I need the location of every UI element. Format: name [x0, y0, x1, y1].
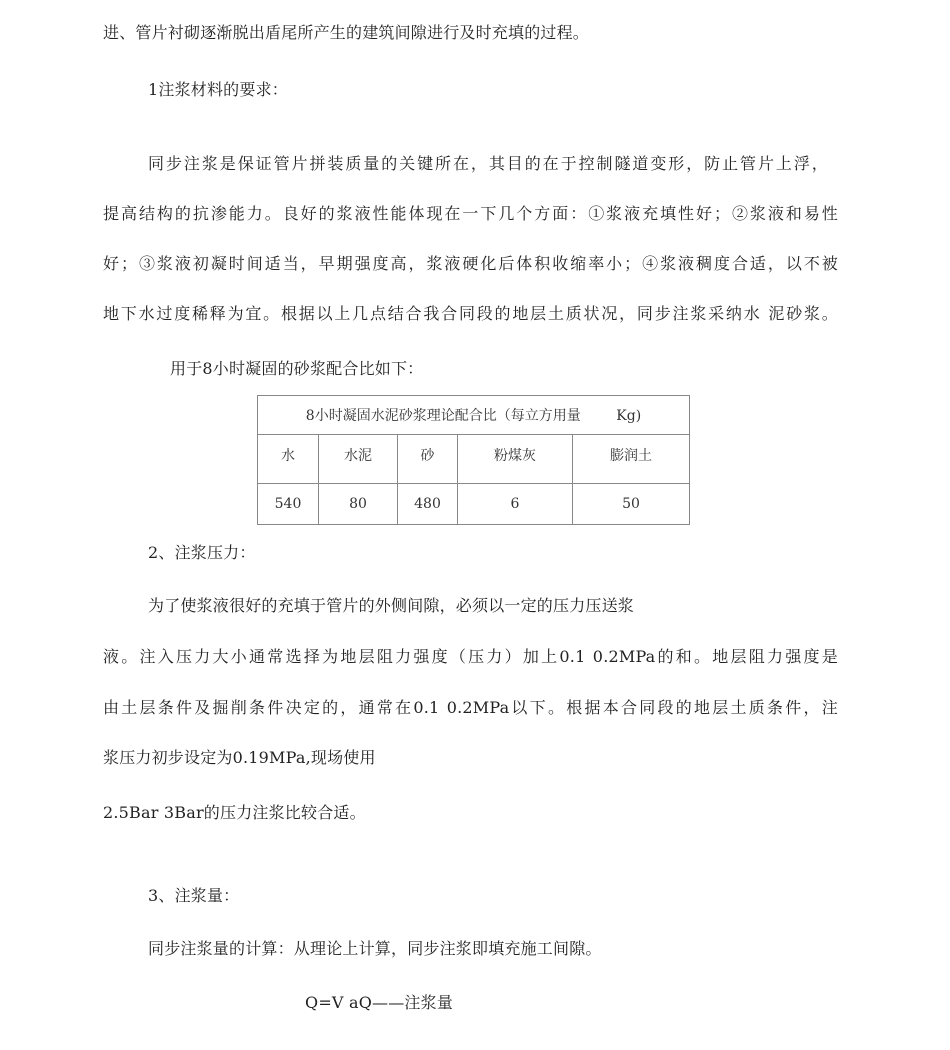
section-heading-pressure: 2、注浆压力：	[148, 543, 256, 562]
paragraph-line: 2.5Bar 3Bar的压力注浆比较合适。	[103, 803, 366, 822]
section-heading-volume: 3、注浆量：	[148, 886, 240, 905]
paragraph-line: 为了使浆液很好的充填于管片的外侧间隙，必须以一定的压力压送浆	[148, 596, 635, 615]
paragraph-line: 提高结构的抗渗能力。良好的浆液性能体现在一下几个方面：①浆液充填性好；②浆液和易性	[103, 204, 838, 223]
table-cell: 6	[458, 484, 573, 525]
table-cell: 540	[258, 484, 319, 525]
table-header-cell: 粉煤灰	[458, 435, 573, 484]
paragraph-line: 地下水过度稀释为宜。根据以上几点结合我合同段的地层土质状况，同步注浆采纳水 泥砂浆。	[103, 304, 838, 323]
table-header-cell: 砂	[398, 435, 458, 484]
paragraph-line: 液。注入压力大小通常选择为地层阻力强度（压力）加上0.1 0.2MPa的和。地层阻力强度是	[103, 647, 838, 666]
table-cell: 80	[319, 484, 398, 525]
mix-ratio-table	[257, 395, 690, 525]
paragraph-line: 进、管片衬砌逐渐脱出盾尾所产生的建筑间隙进行及时充填的过程。	[103, 23, 590, 42]
table-header-cell: 水	[258, 435, 319, 484]
table-header-cell: 膨润土	[573, 435, 690, 484]
paragraph-line: 由土层条件及掘削条件决定的，通常在0.1 0.2MPa以下。根据本合同段的地层土质条件，注	[103, 698, 838, 717]
formula-line: Q=V aQ——注浆量	[305, 993, 454, 1012]
section-heading-materials: 1注浆材料的要求：	[148, 80, 288, 99]
paragraph-line: 浆压力初步设定为0.19MPa,现场使用	[103, 748, 376, 767]
table-header-cell: 水泥	[319, 435, 398, 484]
table-cell: 50	[573, 484, 690, 525]
table-intro-line: 用于8小时凝固的砂浆配合比如下：	[170, 359, 424, 378]
paragraph-line: 好；③浆液初凝时间适当，早期强度高，浆液硬化后体积收缩率小；④浆液稠度合适，以不被	[103, 254, 838, 273]
table-caption: 8小时凝固水泥砂浆理论配合比（每立方用量 Kg)	[258, 396, 690, 435]
paragraph-line: 同步注浆是保证管片拼装质量的关键所在，其目的在于控制隧道变形，防止管片上浮，	[148, 154, 828, 173]
paragraph-line: 同步注浆量的计算：从理论上计算，同步注浆即填充施工间隙。	[148, 939, 602, 958]
table-cell: 480	[398, 484, 458, 525]
